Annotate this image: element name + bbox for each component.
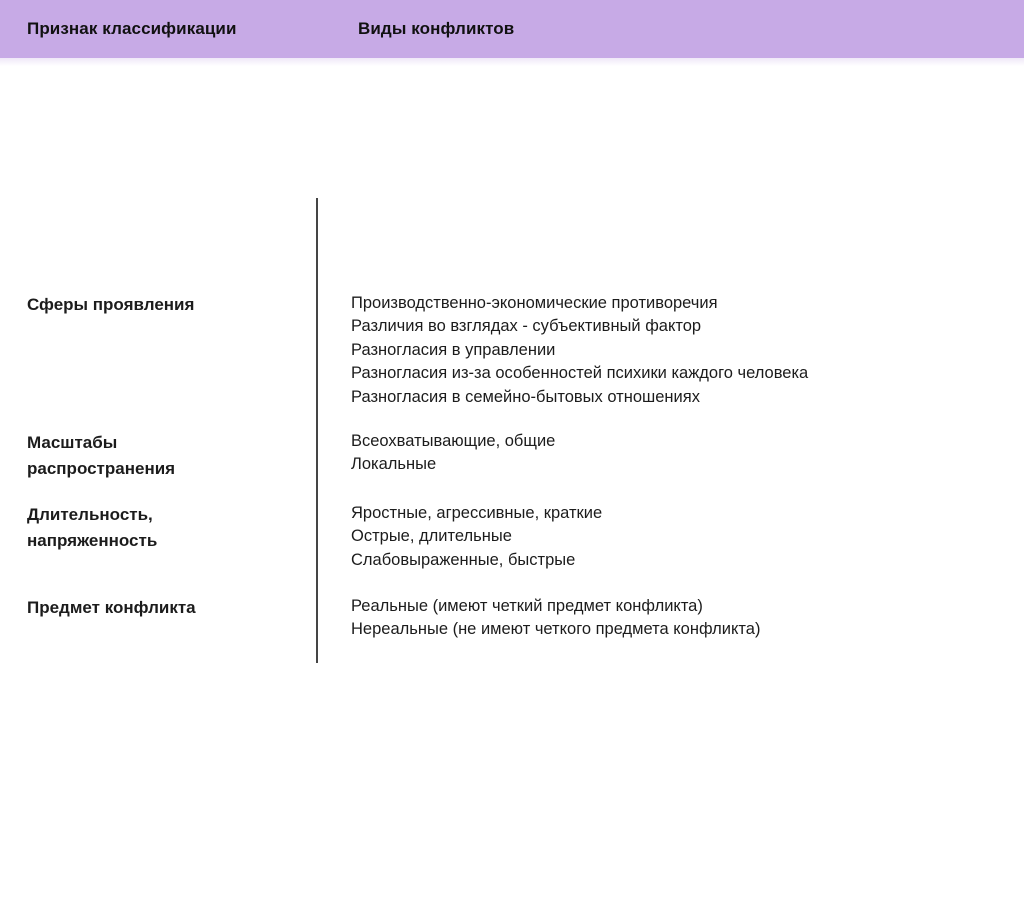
row-types-cell [317, 595, 1024, 642]
row-types-cell [317, 430, 1024, 477]
row-attribute-cell [0, 595, 317, 621]
attribute-label: напряженность [27, 531, 158, 550]
type-item: Слабовыраженные, быстрые [351, 550, 576, 569]
attribute-label: Масштабы [27, 433, 118, 452]
attribute-label: Длительность, [27, 505, 153, 524]
attribute-label: распространения [27, 459, 176, 478]
type-item: Различия во взглядах - субъективный фактор [351, 317, 702, 336]
type-item: Нереальные (не имеют четкого предмета конфликта) [351, 620, 761, 639]
attribute-label: Предмет конфликта [27, 598, 196, 617]
row-attribute-cell [0, 430, 317, 482]
table-row-duration [0, 502, 1024, 572]
type-item: Разногласия из-за особенностей психики каждого человека [351, 364, 809, 383]
column-header-classification-attribute: Признак классификации [27, 19, 237, 38]
type-item: Яростные, агрессивные, краткие [351, 504, 603, 522]
type-item: Производственно-экономические противоречия [351, 294, 718, 312]
attribute-label: Сферы проявления [27, 295, 195, 314]
type-item: Разногласия в управлении [351, 340, 556, 359]
type-item: Всеохватывающие, общие [351, 432, 556, 450]
type-item: Разногласия в семейно-бытовых отношениях [351, 387, 700, 406]
column-header-conflict-types: Виды конфликтов [358, 19, 515, 38]
type-item: Локальные [351, 455, 437, 474]
table-row-spheres [0, 292, 1024, 409]
table-header-row [0, 0, 1024, 58]
row-types-cell [317, 502, 1024, 572]
row-attribute-cell [0, 292, 317, 318]
row-types-cell [317, 292, 1024, 409]
type-item: Острые, длительные [351, 527, 512, 546]
table-row-scale [0, 430, 1024, 482]
table-row-subject [0, 595, 1024, 642]
type-item: Реальные (имеют четкий предмет конфликта) [351, 597, 703, 615]
row-attribute-cell [0, 502, 317, 554]
